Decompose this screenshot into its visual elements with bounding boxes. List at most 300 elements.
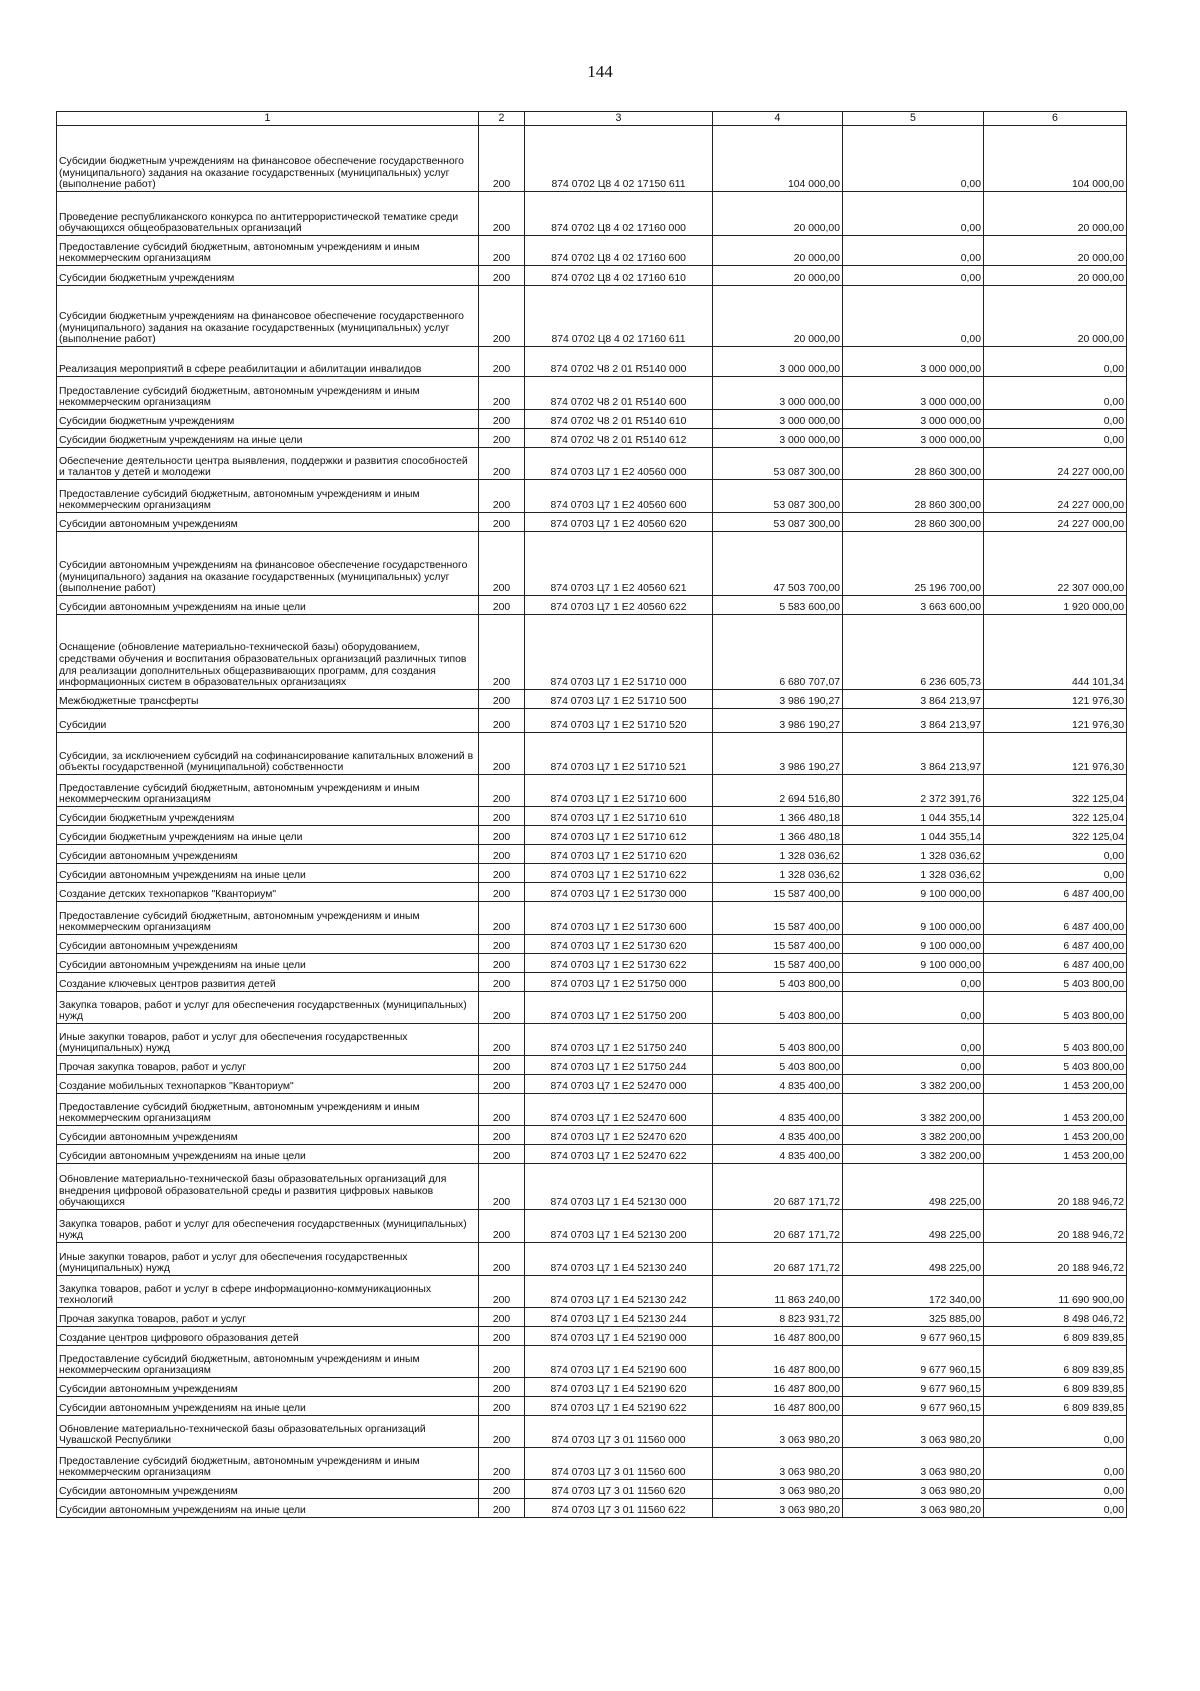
- row-amount-col5: 9 677 960,15: [843, 1397, 984, 1416]
- row-amount-col6: 20 188 946,72: [984, 1210, 1127, 1243]
- row-amount-col5: 498 225,00: [843, 1164, 984, 1210]
- row-name: Субсидии: [57, 709, 479, 733]
- table-row: [57, 1164, 1127, 1210]
- row-amount-col4: 20 687 171,72: [713, 1210, 843, 1243]
- table-row: [57, 1126, 1127, 1145]
- table-row: [57, 126, 1127, 192]
- row-budget-code: 874 0703 Ц7 1 E2 52470 620: [525, 1126, 713, 1145]
- table-row: [57, 429, 1127, 448]
- row-amount-col6: 6 487 400,00: [984, 954, 1127, 973]
- row-section-code: 200: [479, 1499, 525, 1518]
- row-section-code: 200: [479, 513, 525, 532]
- row-name: Субсидии автономным учреждениям на иные цели: [57, 954, 479, 973]
- row-budget-code: 874 0703 Ц7 1 E2 51710 521: [525, 733, 713, 775]
- row-name: Закупка товаров, работ и услуг для обеспечения государственных (муниципальных) нужд: [57, 992, 479, 1024]
- row-budget-code: 874 0703 Ц7 1 E2 51730 622: [525, 954, 713, 973]
- row-budget-code: 874 0703 Ц7 3 01 11560 600: [525, 1448, 713, 1480]
- row-amount-col5: 3 864 213,97: [843, 733, 984, 775]
- row-amount-col5: 28 860 300,00: [843, 480, 984, 513]
- row-budget-code: 874 0703 Ц7 1 E2 51750 244: [525, 1056, 713, 1075]
- row-amount-col6: 1 453 200,00: [984, 1145, 1127, 1164]
- row-section-code: 200: [479, 992, 525, 1024]
- row-budget-code: 874 0703 Ц7 3 01 11560 000: [525, 1416, 713, 1448]
- row-name: Предоставление субсидий бюджетным, автономным учреждениям и иным некоммерческим организациям: [57, 902, 479, 935]
- row-amount-col6: 11 690 900,00: [984, 1276, 1127, 1308]
- row-budget-code: 874 0703 Ц7 1 E4 52190 622: [525, 1397, 713, 1416]
- row-amount-col5: 9 677 960,15: [843, 1378, 984, 1397]
- row-amount-col6: 121 976,30: [984, 690, 1127, 709]
- row-budget-code: 874 0703 Ц7 1 E2 51750 240: [525, 1024, 713, 1056]
- row-amount-col4: 20 687 171,72: [713, 1164, 843, 1210]
- row-amount-col5: 3 382 200,00: [843, 1075, 984, 1094]
- row-section-code: 200: [479, 1327, 525, 1346]
- row-section-code: 200: [479, 429, 525, 448]
- row-section-code: 200: [479, 192, 525, 236]
- row-amount-col4: 53 087 300,00: [713, 480, 843, 513]
- row-section-code: 200: [479, 973, 525, 992]
- row-section-code: 200: [479, 1126, 525, 1145]
- row-budget-code: 874 0703 Ц7 1 E4 52190 620: [525, 1378, 713, 1397]
- table-row: [57, 513, 1127, 532]
- table-row: [57, 1346, 1127, 1378]
- row-amount-col5: 3 000 000,00: [843, 410, 984, 429]
- row-amount-col4: 8 823 931,72: [713, 1308, 843, 1327]
- row-amount-col4: 11 863 240,00: [713, 1276, 843, 1308]
- row-amount-col5: 3 063 980,20: [843, 1480, 984, 1499]
- row-amount-col6: 6 809 839,85: [984, 1346, 1127, 1378]
- row-section-code: 200: [479, 826, 525, 845]
- row-name: Субсидии бюджетным учреждениям: [57, 807, 479, 826]
- row-amount-col6: 0,00: [984, 1448, 1127, 1480]
- row-amount-col4: 20 687 171,72: [713, 1243, 843, 1276]
- page-number: 144: [587, 62, 613, 81]
- row-section-code: 200: [479, 1024, 525, 1056]
- column-header-3: 3: [525, 112, 713, 126]
- row-budget-code: 874 0703 Ц7 1 E2 51710 600: [525, 775, 713, 807]
- row-amount-col5: 0,00: [843, 286, 984, 347]
- row-budget-code: 874 0702 Ц8 4 02 17160 600: [525, 236, 713, 266]
- row-amount-col6: 0,00: [984, 864, 1127, 883]
- table-row: [57, 1397, 1127, 1416]
- row-amount-col5: 0,00: [843, 1056, 984, 1075]
- row-budget-code: 874 0703 Ц7 1 E2 51710 500: [525, 690, 713, 709]
- row-budget-code: 874 0703 Ц7 1 E2 51710 000: [525, 615, 713, 690]
- row-amount-col5: 0,00: [843, 192, 984, 236]
- row-budget-code: 874 0703 Ц7 1 E2 51750 200: [525, 992, 713, 1024]
- table-row: [57, 883, 1127, 902]
- row-budget-code: 874 0703 Ц7 1 E2 51730 000: [525, 883, 713, 902]
- row-amount-col5: 1 044 355,14: [843, 807, 984, 826]
- row-amount-col4: 20 000,00: [713, 266, 843, 286]
- row-amount-col6: 444 101,34: [984, 615, 1127, 690]
- row-amount-col6: 6 809 839,85: [984, 1327, 1127, 1346]
- row-amount-col5: 6 236 605,73: [843, 615, 984, 690]
- table-row: [57, 733, 1127, 775]
- column-header-4: 4: [713, 112, 843, 126]
- row-name: Субсидии автономным учреждениям: [57, 845, 479, 864]
- row-budget-code: 874 0703 Ц7 3 01 11560 622: [525, 1499, 713, 1518]
- row-budget-code: 874 0703 Ц7 1 E2 51710 622: [525, 864, 713, 883]
- row-name: Обновление материально-технической базы образовательных организаций Чувашской Республики: [57, 1416, 479, 1448]
- row-name: Закупка товаров, работ и услуг для обеспечения государственных (муниципальных) нужд: [57, 1210, 479, 1243]
- row-budget-code: 874 0703 Ц7 1 E4 52190 600: [525, 1346, 713, 1378]
- row-amount-col5: 325 885,00: [843, 1308, 984, 1327]
- row-amount-col6: 6 487 400,00: [984, 935, 1127, 954]
- row-section-code: 200: [479, 532, 525, 596]
- row-section-code: 200: [479, 864, 525, 883]
- row-amount-col5: 1 044 355,14: [843, 826, 984, 845]
- row-section-code: 200: [479, 1276, 525, 1308]
- row-amount-col6: 24 227 000,00: [984, 480, 1127, 513]
- row-amount-col4: 3 063 980,20: [713, 1480, 843, 1499]
- row-amount-col5: 25 196 700,00: [843, 532, 984, 596]
- row-section-code: 200: [479, 690, 525, 709]
- row-amount-col6: 20 000,00: [984, 236, 1127, 266]
- row-amount-col4: 16 487 800,00: [713, 1378, 843, 1397]
- row-amount-col4: 15 587 400,00: [713, 954, 843, 973]
- row-name: Создание центров цифрового образования детей: [57, 1327, 479, 1346]
- row-amount-col5: 3 000 000,00: [843, 429, 984, 448]
- row-name: Создание ключевых центров развития детей: [57, 973, 479, 992]
- row-section-code: 200: [479, 902, 525, 935]
- row-amount-col4: 3 986 190,27: [713, 709, 843, 733]
- row-amount-col4: 5 583 600,00: [713, 596, 843, 615]
- row-section-code: 200: [479, 286, 525, 347]
- row-section-code: 200: [479, 596, 525, 615]
- row-name: Предоставление субсидий бюджетным, автономным учреждениям и иным некоммерческим организациям: [57, 377, 479, 410]
- row-amount-col5: 9 100 000,00: [843, 954, 984, 973]
- row-amount-col4: 3 063 980,20: [713, 1448, 843, 1480]
- row-amount-col5: 3 063 980,20: [843, 1416, 984, 1448]
- row-name: Оснащение (обновление материально-технической базы) оборудованием, средствами обучения и воспитания образовательных организаций различных типов для реализации дополнительных общеразвивающих программ, для создания информационных систем в образовательных организациях: [57, 615, 479, 690]
- row-amount-col5: 498 225,00: [843, 1243, 984, 1276]
- table-row: [57, 448, 1127, 480]
- row-section-code: 200: [479, 1308, 525, 1327]
- row-section-code: 200: [479, 1397, 525, 1416]
- row-name: Прочая закупка товаров, работ и услуг: [57, 1056, 479, 1075]
- row-amount-col5: 3 000 000,00: [843, 377, 984, 410]
- row-amount-col4: 16 487 800,00: [713, 1327, 843, 1346]
- row-amount-col4: 5 403 800,00: [713, 973, 843, 992]
- table-row: [57, 596, 1127, 615]
- row-amount-col4: 20 000,00: [713, 286, 843, 347]
- table-row: [57, 1243, 1127, 1276]
- row-amount-col6: 20 000,00: [984, 266, 1127, 286]
- row-amount-col5: 3 063 980,20: [843, 1499, 984, 1518]
- row-amount-col4: 15 587 400,00: [713, 902, 843, 935]
- row-amount-col4: 3 000 000,00: [713, 410, 843, 429]
- row-amount-col5: 9 677 960,15: [843, 1327, 984, 1346]
- row-budget-code: 874 0703 Ц7 1 E4 52130 000: [525, 1164, 713, 1210]
- row-name: Субсидии автономным учреждениям: [57, 935, 479, 954]
- row-budget-code: 874 0703 Ц7 1 E2 52470 622: [525, 1145, 713, 1164]
- row-amount-col4: 15 587 400,00: [713, 883, 843, 902]
- row-amount-col4: 16 487 800,00: [713, 1346, 843, 1378]
- row-budget-code: 874 0703 Ц7 1 E2 52470 000: [525, 1075, 713, 1094]
- table-row: [57, 1448, 1127, 1480]
- table-row: [57, 1480, 1127, 1499]
- row-amount-col5: 3 382 200,00: [843, 1145, 984, 1164]
- row-name: Иные закупки товаров, работ и услуг для обеспечения государственных (муниципальных) нужд: [57, 1243, 479, 1276]
- row-amount-col4: 3 986 190,27: [713, 733, 843, 775]
- row-amount-col5: 172 340,00: [843, 1276, 984, 1308]
- table-body: [57, 126, 1127, 1518]
- row-section-code: 200: [479, 448, 525, 480]
- row-amount-col5: 3 382 200,00: [843, 1094, 984, 1126]
- row-amount-col6: 322 125,04: [984, 807, 1127, 826]
- row-amount-col5: 0,00: [843, 973, 984, 992]
- row-section-code: 200: [479, 1416, 525, 1448]
- row-amount-col4: 3 063 980,20: [713, 1416, 843, 1448]
- row-amount-col4: 20 000,00: [713, 192, 843, 236]
- table-row: [57, 690, 1127, 709]
- row-amount-col5: 9 100 000,00: [843, 883, 984, 902]
- row-section-code: 200: [479, 1164, 525, 1210]
- row-amount-col4: 1 366 480,18: [713, 807, 843, 826]
- row-amount-col5: 0,00: [843, 1024, 984, 1056]
- row-amount-col6: 1 920 000,00: [984, 596, 1127, 615]
- row-amount-col4: 20 000,00: [713, 236, 843, 266]
- row-section-code: 200: [479, 480, 525, 513]
- row-amount-col4: 3 986 190,27: [713, 690, 843, 709]
- table-row: [57, 1145, 1127, 1164]
- row-amount-col4: 2 694 516,80: [713, 775, 843, 807]
- row-name: Иные закупки товаров, работ и услуг для обеспечения государственных (муниципальных) нужд: [57, 1024, 479, 1056]
- row-section-code: 200: [479, 1056, 525, 1075]
- row-amount-col6: 8 498 046,72: [984, 1308, 1127, 1327]
- row-amount-col5: 1 328 036,62: [843, 845, 984, 864]
- row-budget-code: 874 0703 Ц7 1 E2 51730 600: [525, 902, 713, 935]
- row-amount-col6: 20 000,00: [984, 286, 1127, 347]
- row-amount-col4: 47 503 700,00: [713, 532, 843, 596]
- table-row: [57, 1210, 1127, 1243]
- row-section-code: 200: [479, 266, 525, 286]
- table-row: [57, 1024, 1127, 1056]
- table-row: [57, 236, 1127, 266]
- row-name: Предоставление субсидий бюджетным, автономным учреждениям и иным некоммерческим организациям: [57, 236, 479, 266]
- row-amount-col5: 3 663 600,00: [843, 596, 984, 615]
- row-amount-col6: 0,00: [984, 1480, 1127, 1499]
- table-row: [57, 1499, 1127, 1518]
- row-amount-col4: 53 087 300,00: [713, 448, 843, 480]
- row-amount-col4: 3 000 000,00: [713, 429, 843, 448]
- row-name: Субсидии автономным учреждениям: [57, 1480, 479, 1499]
- row-name: Субсидии автономным учреждениям на иные цели: [57, 1145, 479, 1164]
- row-budget-code: 874 0703 Ц7 3 01 11560 620: [525, 1480, 713, 1499]
- table-row: [57, 1416, 1127, 1448]
- row-budget-code: 874 0703 Ц7 1 E2 40560 620: [525, 513, 713, 532]
- row-amount-col5: 1 328 036,62: [843, 864, 984, 883]
- table-row: [57, 954, 1127, 973]
- table-row: [57, 347, 1127, 377]
- row-budget-code: 874 0703 Ц7 1 E2 51730 620: [525, 935, 713, 954]
- row-amount-col6: 5 403 800,00: [984, 1024, 1127, 1056]
- row-name: Реализация мероприятий в сфере реабилитации и абилитации инвалидов: [57, 347, 479, 377]
- row-budget-code: 874 0703 Ц7 1 E2 40560 621: [525, 532, 713, 596]
- row-amount-col6: 0,00: [984, 347, 1127, 377]
- row-section-code: 200: [479, 775, 525, 807]
- row-amount-col4: 15 587 400,00: [713, 935, 843, 954]
- row-section-code: 200: [479, 1243, 525, 1276]
- table-row: [57, 1327, 1127, 1346]
- row-name: Субсидии автономным учреждениям на иные цели: [57, 1499, 479, 1518]
- row-amount-col6: 104 000,00: [984, 126, 1127, 192]
- table-row: [57, 615, 1127, 690]
- row-amount-col5: 3 063 980,20: [843, 1448, 984, 1480]
- row-name: Субсидии, за исключением субсидий на софинансирование капитальных вложений в объекты государственной (муниципальной) собственности: [57, 733, 479, 775]
- row-name: Обновление материально-технической базы образовательных организаций для внедрения цифровой образовательной среды и развития цифровых навыков обучающихся: [57, 1164, 479, 1210]
- row-amount-col4: 3 063 980,20: [713, 1499, 843, 1518]
- table-row: [57, 902, 1127, 935]
- row-amount-col4: 1 328 036,62: [713, 845, 843, 864]
- row-budget-code: 874 0703 Ц7 1 E4 52190 000: [525, 1327, 713, 1346]
- row-amount-col4: 3 000 000,00: [713, 347, 843, 377]
- table-row: [57, 845, 1127, 864]
- table-row: [57, 1075, 1127, 1094]
- row-amount-col4: 5 403 800,00: [713, 1024, 843, 1056]
- row-amount-col6: 24 227 000,00: [984, 448, 1127, 480]
- row-name: Субсидии автономным учреждениям: [57, 513, 479, 532]
- row-name: Предоставление субсидий бюджетным, автономным учреждениям и иным некоммерческим организациям: [57, 1346, 479, 1378]
- row-budget-code: 874 0703 Ц7 1 E2 51710 610: [525, 807, 713, 826]
- row-budget-code: 874 0703 Ц7 1 E4 52130 242: [525, 1276, 713, 1308]
- row-amount-col6: 0,00: [984, 429, 1127, 448]
- row-section-code: 200: [479, 883, 525, 902]
- row-amount-col4: 4 835 400,00: [713, 1094, 843, 1126]
- row-budget-code: 874 0703 Ц7 1 E2 51710 520: [525, 709, 713, 733]
- row-amount-col6: 0,00: [984, 1416, 1127, 1448]
- row-name: Предоставление субсидий бюджетным, автономным учреждениям и иным некоммерческим организациям: [57, 775, 479, 807]
- row-budget-code: 874 0703 Ц7 1 E2 51750 000: [525, 973, 713, 992]
- row-budget-code: 874 0703 Ц7 1 E2 40560 622: [525, 596, 713, 615]
- row-amount-col6: 121 976,30: [984, 733, 1127, 775]
- row-amount-col5: 2 372 391,76: [843, 775, 984, 807]
- row-name: Создание детских технопарков "Кванториум": [57, 883, 479, 902]
- row-name: Субсидии бюджетным учреждениям на финансовое обеспечение государственного (муниципального) задания на оказание государственных (муниципальных) услуг (выполнение работ): [57, 126, 479, 192]
- column-header-6: 6: [984, 112, 1127, 126]
- row-budget-code: 874 0703 Ц7 1 E2 51710 612: [525, 826, 713, 845]
- row-section-code: 200: [479, 1094, 525, 1126]
- row-amount-col4: 5 403 800,00: [713, 1056, 843, 1075]
- row-amount-col6: 5 403 800,00: [984, 992, 1127, 1024]
- row-amount-col6: 1 453 200,00: [984, 1075, 1127, 1094]
- row-amount-col6: 0,00: [984, 377, 1127, 410]
- row-amount-col5: 498 225,00: [843, 1210, 984, 1243]
- budget-table: [56, 111, 1127, 1518]
- row-amount-col5: 3 382 200,00: [843, 1126, 984, 1145]
- table-row: [57, 1276, 1127, 1308]
- table-row: [57, 480, 1127, 513]
- row-amount-col6: 121 976,30: [984, 709, 1127, 733]
- row-section-code: 200: [479, 1378, 525, 1397]
- row-section-code: 200: [479, 1145, 525, 1164]
- row-budget-code: 874 0703 Ц7 1 E4 52130 240: [525, 1243, 713, 1276]
- row-section-code: 200: [479, 1480, 525, 1499]
- row-amount-col5: 28 860 300,00: [843, 513, 984, 532]
- row-budget-code: 874 0702 Ц8 4 02 17160 611: [525, 286, 713, 347]
- row-amount-col6: 0,00: [984, 1499, 1127, 1518]
- row-amount-col5: 9 100 000,00: [843, 902, 984, 935]
- row-amount-col4: 4 835 400,00: [713, 1075, 843, 1094]
- row-amount-col6: 322 125,04: [984, 826, 1127, 845]
- row-amount-col6: 0,00: [984, 845, 1127, 864]
- row-section-code: 200: [479, 845, 525, 864]
- row-name: Закупка товаров, работ и услуг в сфере информационно-коммуникационных технологий: [57, 1276, 479, 1308]
- row-amount-col4: 6 680 707,07: [713, 615, 843, 690]
- row-name: Субсидии бюджетным учреждениям: [57, 266, 479, 286]
- row-section-code: 200: [479, 709, 525, 733]
- row-amount-col6: 6 809 839,85: [984, 1378, 1127, 1397]
- table-row: [57, 864, 1127, 883]
- row-name: Субсидии автономным учреждениям на иные цели: [57, 864, 479, 883]
- row-amount-col4: 3 000 000,00: [713, 377, 843, 410]
- row-section-code: 200: [479, 126, 525, 192]
- row-amount-col4: 104 000,00: [713, 126, 843, 192]
- row-amount-col6: 20 188 946,72: [984, 1243, 1127, 1276]
- row-name: Субсидии автономным учреждениям на иные цели: [57, 1397, 479, 1416]
- row-name: Предоставление субсидий бюджетным, автономным учреждениям и иным некоммерческим организациям: [57, 1448, 479, 1480]
- row-budget-code: 874 0703 Ц7 1 E2 40560 000: [525, 448, 713, 480]
- row-budget-code: 874 0702 Ц8 4 02 17160 000: [525, 192, 713, 236]
- row-amount-col4: 4 835 400,00: [713, 1126, 843, 1145]
- row-amount-col6: 5 403 800,00: [984, 1056, 1127, 1075]
- table-row: [57, 377, 1127, 410]
- row-name: Субсидии автономным учреждениям на финансовое обеспечение государственного (муниципального) задания на оказание государственных (муниципальных) услуг (выполнение работ): [57, 532, 479, 596]
- table-row: [57, 935, 1127, 954]
- row-name: Субсидии автономным учреждениям на иные цели: [57, 596, 479, 615]
- row-name: Межбюджетные трансферты: [57, 690, 479, 709]
- table-row: [57, 1056, 1127, 1075]
- row-amount-col4: 1 366 480,18: [713, 826, 843, 845]
- row-section-code: 200: [479, 935, 525, 954]
- column-header-5: 5: [843, 112, 984, 126]
- table-row: [57, 826, 1127, 845]
- row-amount-col6: 20 188 946,72: [984, 1164, 1127, 1210]
- row-budget-code: 874 0703 Ц7 1 E2 40560 600: [525, 480, 713, 513]
- table-row: [57, 1094, 1127, 1126]
- row-name: Создание мобильных технопарков "Кванториум": [57, 1075, 479, 1094]
- row-section-code: 200: [479, 807, 525, 826]
- row-section-code: 200: [479, 1210, 525, 1243]
- table-row: [57, 1378, 1127, 1397]
- row-amount-col5: 28 860 300,00: [843, 448, 984, 480]
- table-row: [57, 709, 1127, 733]
- row-name: Субсидии автономным учреждениям: [57, 1378, 479, 1397]
- row-budget-code: 874 0703 Ц7 1 E4 52130 244: [525, 1308, 713, 1327]
- table-row: [57, 192, 1127, 236]
- table-row: [57, 286, 1127, 347]
- table-row: [57, 775, 1127, 807]
- row-name: Предоставление субсидий бюджетным, автономным учреждениям и иным некоммерческим организациям: [57, 480, 479, 513]
- row-budget-code: 874 0703 Ц7 1 E4 52130 200: [525, 1210, 713, 1243]
- row-amount-col6: 1 453 200,00: [984, 1094, 1127, 1126]
- row-amount-col4: 16 487 800,00: [713, 1397, 843, 1416]
- row-amount-col5: 0,00: [843, 126, 984, 192]
- row-section-code: 200: [479, 733, 525, 775]
- row-amount-col5: 0,00: [843, 992, 984, 1024]
- row-budget-code: 874 0702 Ч8 2 01 R5140 612: [525, 429, 713, 448]
- row-section-code: 200: [479, 377, 525, 410]
- row-budget-code: 874 0703 Ц7 1 E2 52470 600: [525, 1094, 713, 1126]
- header-row: [57, 112, 1127, 126]
- row-section-code: 200: [479, 615, 525, 690]
- row-amount-col4: 4 835 400,00: [713, 1145, 843, 1164]
- row-amount-col4: 5 403 800,00: [713, 992, 843, 1024]
- row-amount-col4: 53 087 300,00: [713, 513, 843, 532]
- row-budget-code: 874 0702 Ч8 2 01 R5140 610: [525, 410, 713, 429]
- row-name: Субсидии автономным учреждениям: [57, 1126, 479, 1145]
- row-amount-col5: 9 100 000,00: [843, 935, 984, 954]
